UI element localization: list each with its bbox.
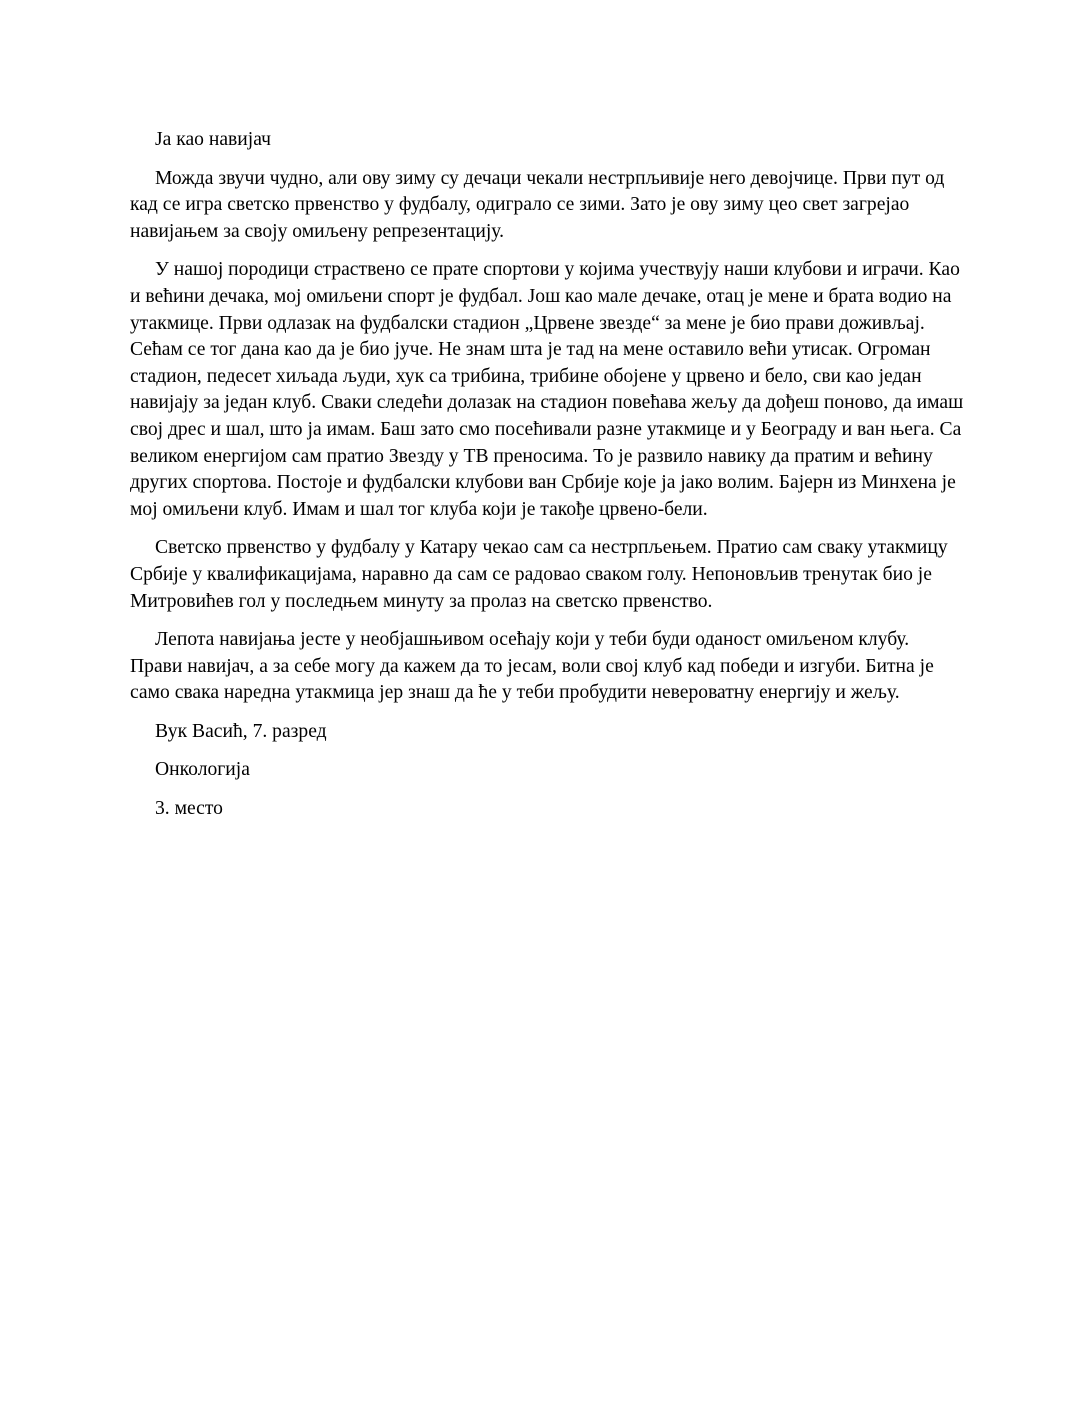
category-line: Онкологија: [155, 759, 250, 781]
essay-title: Ја као навијач: [155, 129, 271, 150]
placement-line: 3. место: [155, 798, 223, 820]
essay-paragraph-2: У нашој породици страствено се прате спортови у којима учествују наши клубови и играчи. Као и већини дечака, мој омиљени спорт је фудбал. Још као мале дечаке, отац је мене и брата водио на утакмице. Први одлазак на фудбалски стадион „Црвене звезде“ за мене је био прави доживљај. Сећам се тог дана као да је био јуче. Не знам шта је тад на мене оставило већи утисак. Огроман стадион, педесет хиљада људи, хук са трибина, трибине обојене у црвено и бело, сви као један навијају за један клуб. Сваки следећи долазак на стадион повећава жељу да дођеш поново, да имаш свој дрес и шал, што ја имам. Баш зато смо посећивали разне утакмице и у Београду и ван њега. Са великом енергијом сам пратио Звезду у ТВ преносима. То је развило навику да пратим и већину других спортова. Постоје и фудбалски клубови ван Србије које ја јако волим. Бајерн из Минхена је мој омиљени клуб. Имам и шал тог клуба који је такође црвено-бели.: [130, 259, 964, 520]
essay-body: [130, 127, 965, 835]
essay-paragraph-3: Светско првенство у фудбалу у Катару чекао сам са нестрпљењем. Пратио сам сваку утакмицу Србије у квалификацијама, наравно да сам се радовао сваком голу. Непоновљив тренутак био је Митровићев гол у последњем минуту за пролаз на светско првенство.: [130, 537, 948, 612]
author-line: Вук Васић, 7. разред: [155, 720, 327, 742]
essay-paragraph-1: Можда звучи чудно, али ову зиму су дечаци чекали нестрпљивије него девојчице. Први пут од кад се игра светско првенство у фудбалу, одиграло се зими. Зато је ову зиму цео свет загрејао навијањем за своју омиљену репрезентацију.: [130, 167, 945, 242]
essay-paragraph-4: Лепота навијања јесте у необјашњивом осећају који у теби буди оданост омиљеном клубу. Прави навијач, а за себе могу да кажем да то јесам, воли свој клуб кад победи и изгуби. Битна је само свака наредна утакмица јер знаш да ће у теби пробудити невероватну енергију и жељу.: [130, 629, 934, 704]
